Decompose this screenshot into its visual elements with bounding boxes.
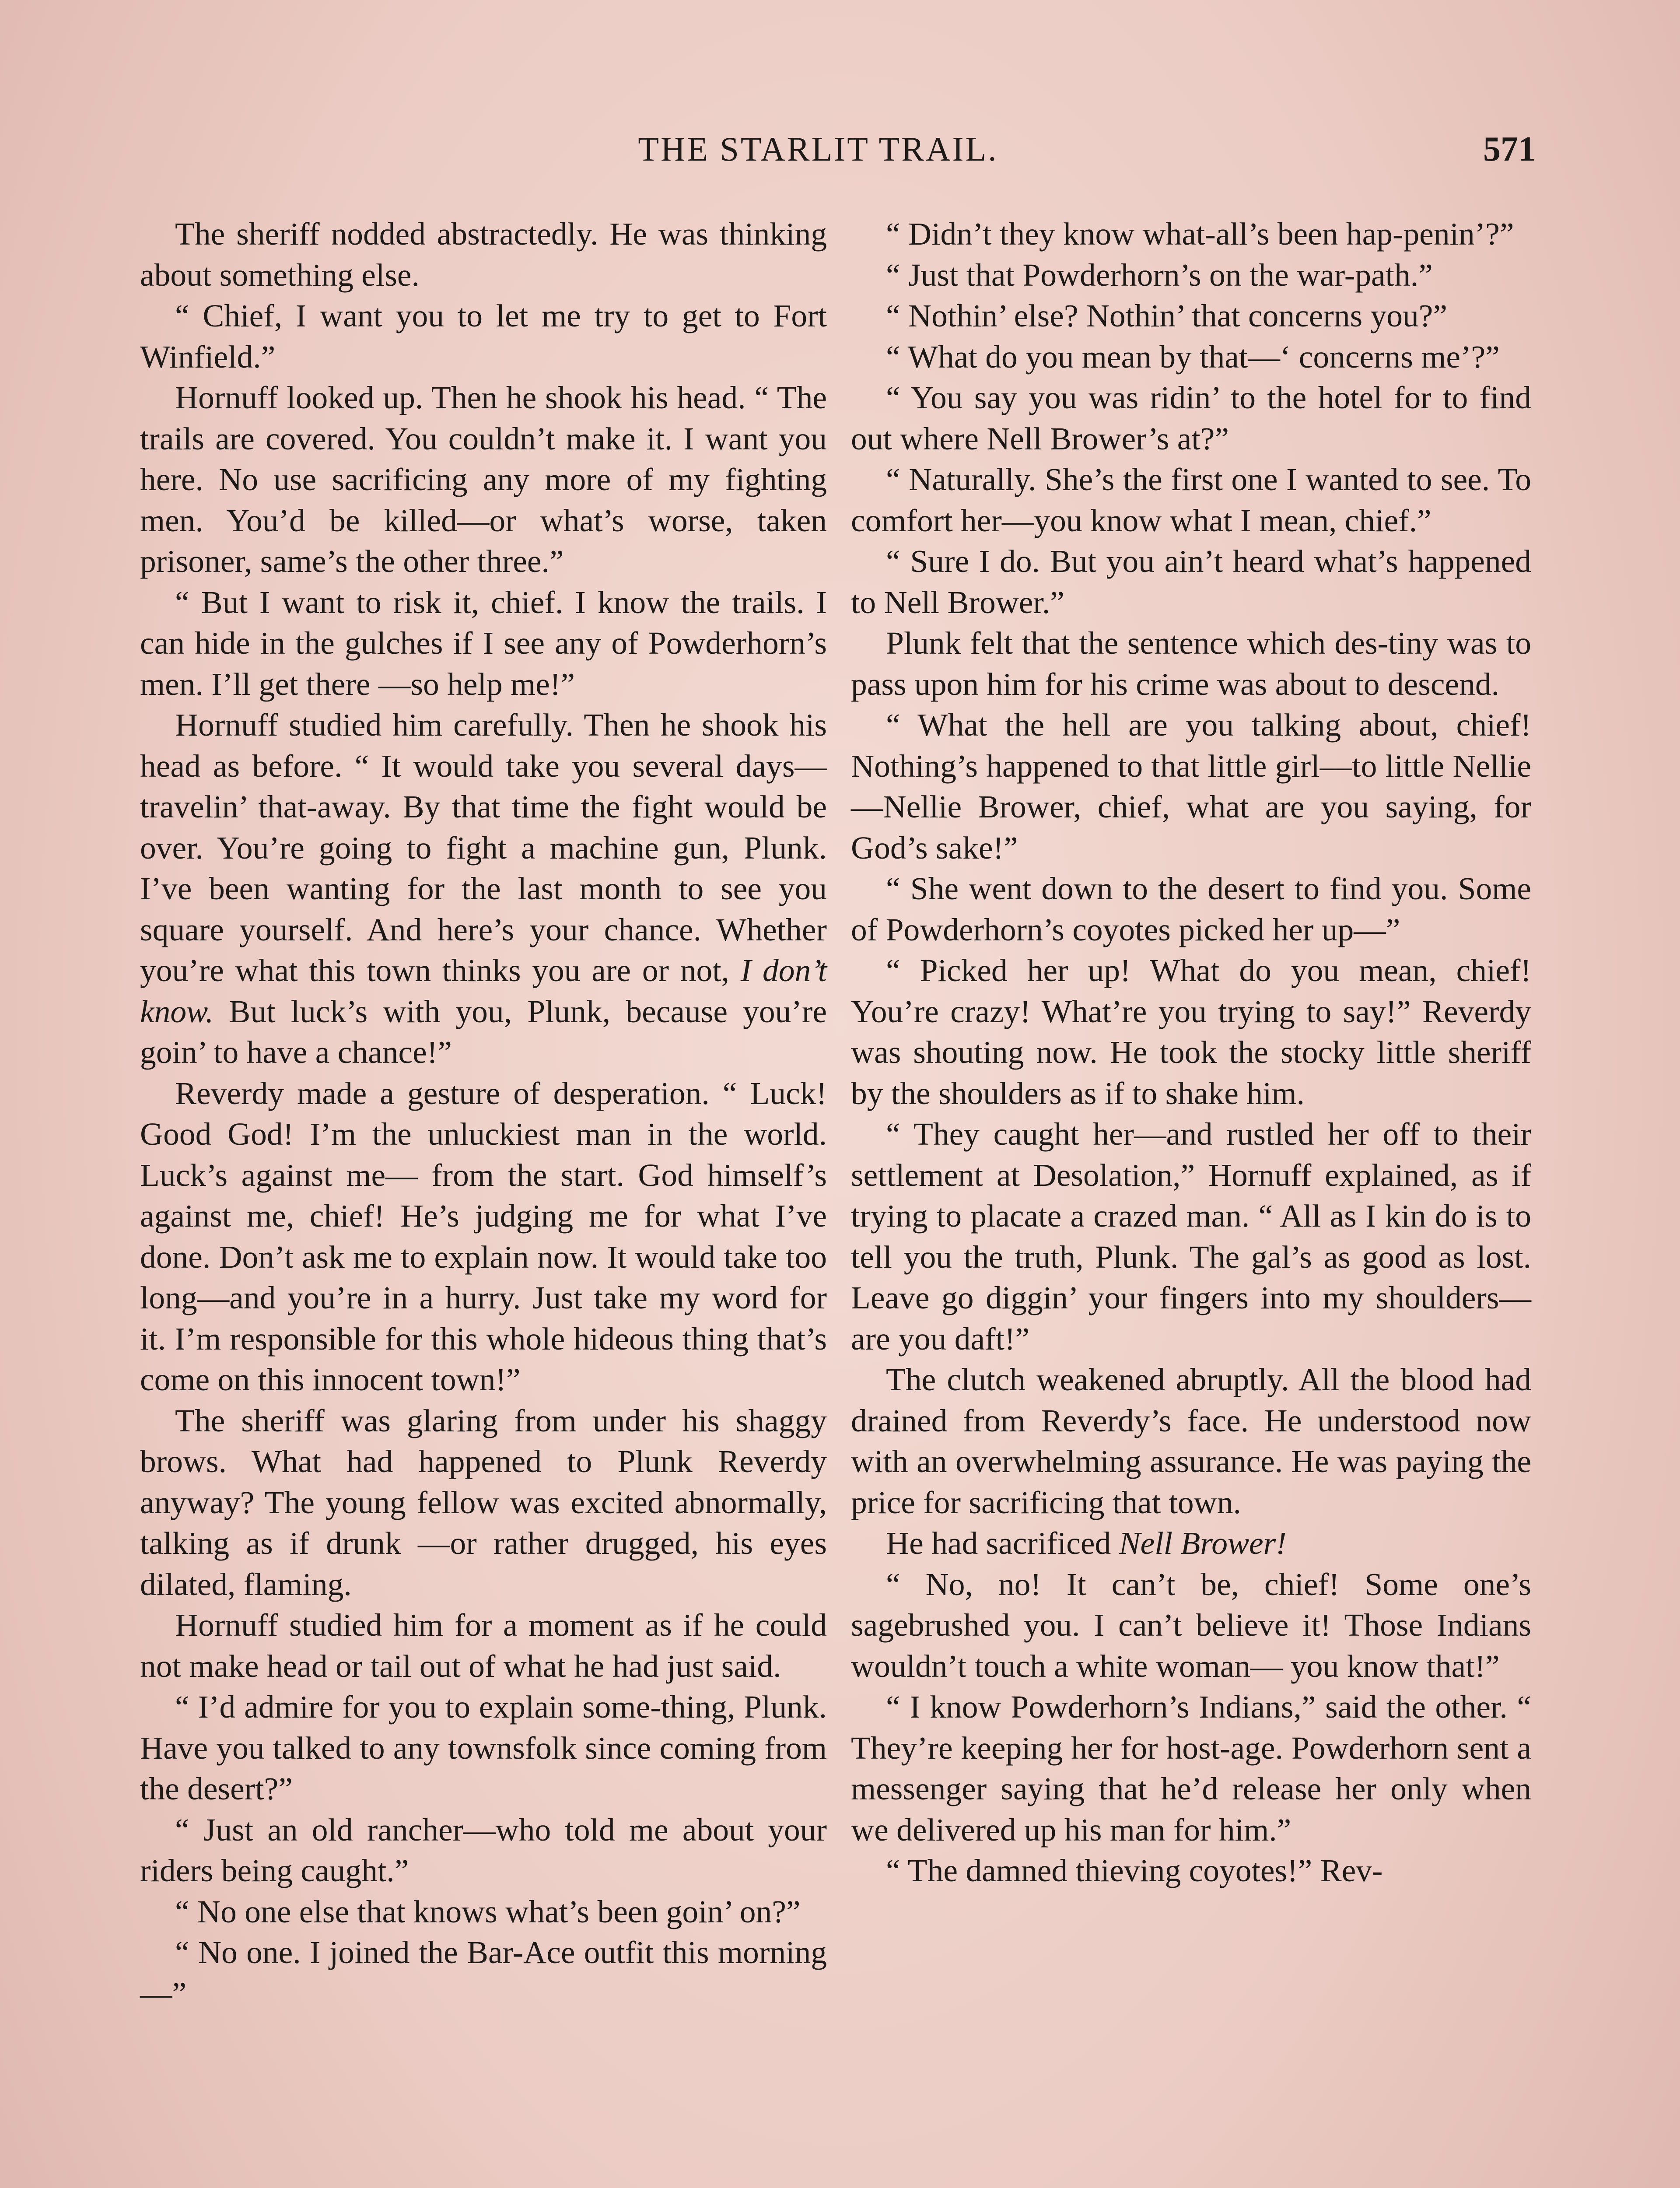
paragraph-text: “ Chief, I want you to let me try to get to Fort Winfield.” (140, 298, 827, 375)
paragraph (140, 1932, 827, 2014)
paragraph-text: “ Just that Powderhorn’s on the war-path.” (886, 257, 1433, 293)
paragraph-text-after: But luck’s with you, Plunk, because you’re goin’ to have a chance!” (140, 993, 827, 1070)
paragraph-text: Reverdy made a gesture of desperation. “ Luck! Good God! I’m the unluckiest man in the world. Luck’s against me— from the start. God himself’s against me, chief! He’s judging me for what I’ve done. Don’t ask me to explain now. It would take too long—and you’re in a hurry. Just take my word for it. I’m responsible for this whole hideous thing that’s come on this innocent town!” (140, 1075, 827, 1397)
paragraph-text: “ They caught her—and rustled her off to their settlement at Desolation,” Hornuff explained, as if trying to placate a crazed man. “ All as I kin do is to tell you the truth, Plunk. The gal’s as good as lost. Leave go diggin’ your fingers into my shoulders—are you daft!” (851, 1116, 1531, 1357)
paragraph (140, 1400, 827, 1605)
paragraph-text: “ No one. I joined the Bar-Ace outfit this morning—” (140, 1935, 827, 2011)
paragraph-text: “ Nothin’ else? Nothin’ that concerns you?” (886, 298, 1448, 333)
paragraph (851, 214, 1531, 255)
page-number: 571 (1483, 130, 1536, 168)
paragraph (851, 1687, 1531, 1850)
paragraph-text: Hornuff studied him carefully. Then he shook his head as before. “ It would take you several days—travelin’ that-away. By that time the fight would be over. You’re going to fight a machine gun, Plunk. I’ve been wanting for the last month to see you square yourself. And here’s your chance. Whether you’re what this town thinks you are or not, (140, 707, 827, 988)
running-title: THE STARLIT TRAIL. (638, 130, 998, 168)
paragraph (851, 705, 1531, 868)
paragraph-text: “ Just an old rancher—who told me about your riders being caught.” (140, 1812, 827, 1888)
paragraph-text: Plunk felt that the sentence which des-tiny was to pass upon him for his crime was about to descend. (851, 625, 1531, 702)
paragraph (851, 377, 1531, 459)
paragraph (140, 1073, 827, 1400)
paragraph (851, 255, 1531, 296)
paragraph (140, 214, 827, 295)
paragraph (851, 1523, 1531, 1564)
paragraph-text: “ I’d admire for you to explain some-thing, Plunk. Have you talked to any townsfolk since coming from the desert?” (140, 1689, 827, 1806)
paragraph-text: “ But I want to risk it, chief. I know the trails. I can hide in the gulches if I see any of Powderhorn’s men. I’ll get there —so help me!” (140, 584, 827, 702)
paragraph-text: “ The damned thieving coyotes!” Rev- (886, 1853, 1383, 1888)
paragraph (140, 1809, 827, 1891)
running-head (144, 130, 1536, 178)
paragraph (851, 868, 1531, 950)
paragraph (851, 1114, 1531, 1359)
paragraph-text: “ Naturally. She’s the first one I wanted to see. To comfort her—you know what I mean, chief.” (851, 462, 1531, 538)
paragraph (140, 1605, 827, 1687)
paragraph-text: “ I know Powderhorn’s Indians,” said the other. “ They’re keeping her for host-age. Powderhorn sent a messenger saying that he’d release her only when we delivered up his man for him.” (851, 1689, 1531, 1848)
paragraph-text: “ Picked her up! What do you mean, chief! You’re crazy! What’re you trying to say!” Reverdy was shouting now. He took the stocky little sheriff by the shoulders as if to shake him. (851, 953, 1531, 1111)
emphasis-text: I don’t know. (140, 953, 827, 1029)
paragraph-text: “ She went down to the desert to find you. Some of Powderhorn’s coyotes picked her up—” (851, 871, 1531, 947)
paragraph-text: “ Didn’t they know what-all’s been hap-penin’?” (886, 216, 1514, 252)
paragraph-text: The clutch weakened abruptly. All the blood had drained from Reverdy’s face. He understood now with an overwhelming assurance. He was paying the price for sacrificing that town. (851, 1362, 1531, 1520)
paragraph (851, 541, 1531, 623)
paragraph-text: He had sacrificed (886, 1525, 1119, 1561)
paragraph (140, 705, 827, 1073)
paragraph-text: “ What the hell are you talking about, chief! Nothing’s happened to that little girl—to little Nellie—Nellie Brower, chief, what are you saying, for God’s sake!” (851, 707, 1531, 866)
paragraph (851, 459, 1531, 541)
paragraph-text: The sheriff was glaring from under his shaggy brows. What had happened to Plunk Reverdy anyway? The young fellow was excited abnormally, talking as if drunk —or rather drugged, his eyes dilated, flaming. (140, 1403, 827, 1602)
paragraph (140, 295, 827, 377)
paragraph (140, 377, 827, 582)
paragraph-text: The sheriff nodded abstractedly. He was thinking about something else. (140, 216, 827, 293)
right-column (851, 214, 1531, 1891)
paragraph-text: “ What do you mean by that—‘ concerns me’?” (886, 339, 1500, 375)
paragraph-text: Hornuff looked up. Then he shook his head. “ The trails are covered. You couldn’t make it. I want you here. No use sacrificing any more of my fighting men. You’d be killed—or what’s worse, taken prisoner, same’s the other three.” (140, 380, 827, 579)
paragraph (851, 950, 1531, 1114)
paragraph-text: “ No, no! It can’t be, chief! Some one’s sagebrushed you. I can’t believe it! Those Indians wouldn’t touch a white woman— you know that!” (851, 1566, 1531, 1684)
paragraph-text: “ You say you was ridin’ to the hotel for to find out where Nell Brower’s at?” (851, 380, 1531, 456)
emphasis-text: Nell Brower! (1119, 1525, 1287, 1561)
paragraph-text: “ Sure I do. But you ain’t heard what’s happened to Nell Brower.” (851, 543, 1531, 620)
paragraph (851, 337, 1531, 378)
left-column (140, 214, 827, 2014)
paragraph (851, 623, 1531, 705)
paragraph-text: “ No one else that knows what’s been goin’ on?” (175, 1893, 801, 1929)
paragraph (851, 1564, 1531, 1687)
paragraph (851, 1850, 1531, 1891)
paragraph (140, 1891, 827, 1932)
paragraph (140, 582, 827, 705)
paragraph-text: Hornuff studied him for a moment as if he could not make head or tail out of what he had just said. (140, 1607, 827, 1684)
paragraph (851, 1359, 1531, 1523)
paragraph (140, 1687, 827, 1809)
paragraph (851, 295, 1531, 337)
